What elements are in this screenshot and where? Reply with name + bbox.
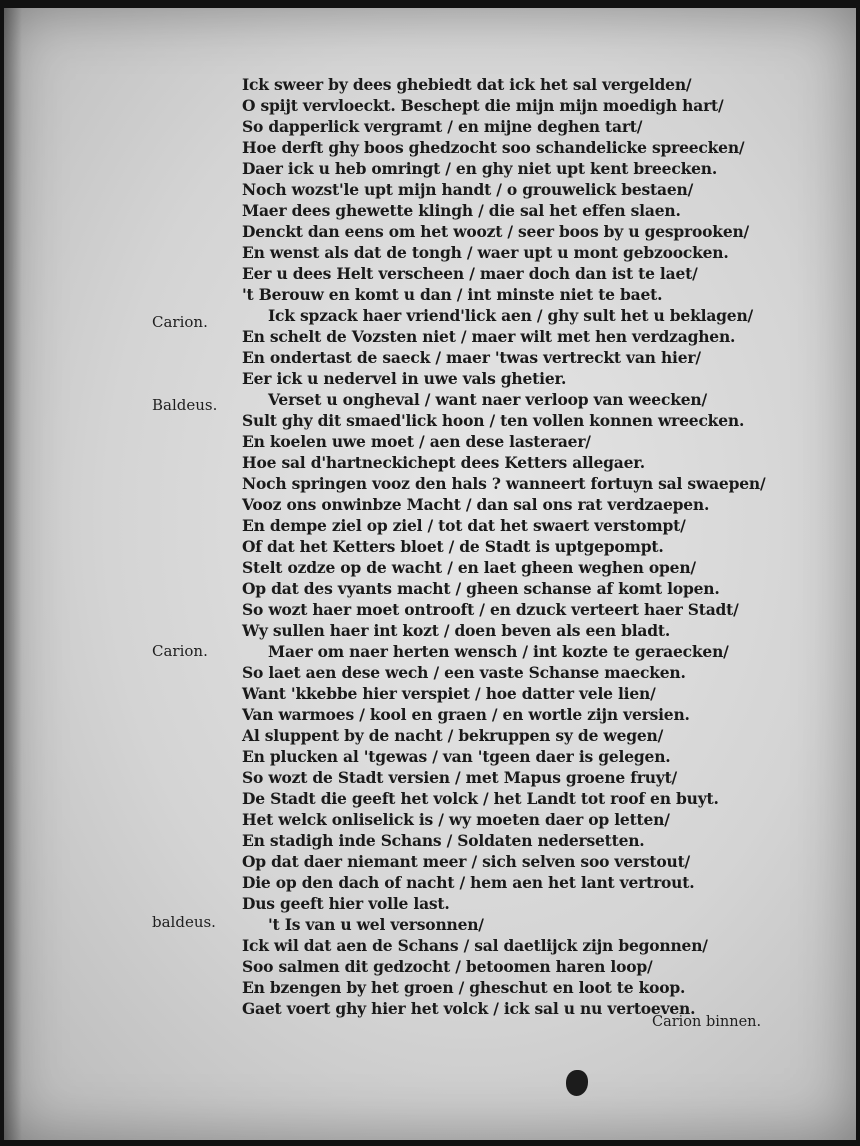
- verse-line: Al sluppent by de nacht / bekruppen sy de wegen/: [242, 726, 664, 745]
- speaker-carion: Carion.: [152, 313, 208, 331]
- verse-line: Eer ick u nedervel in uwe vals ghetier.: [242, 369, 567, 388]
- verse-line: En ondertast de saeck / maer 'twas vertreckt van hier/: [242, 348, 701, 367]
- verse-line: So laet aen dese wech / een vaste Schanse maecken.: [242, 663, 686, 682]
- verse-line: En bzengen by het groen / gheschut en loot te koop.: [242, 978, 686, 997]
- book-page: [4, 8, 856, 1140]
- verse-line: Het welck onliselick is / wy moeten daer op letten/: [242, 810, 670, 829]
- verse-line: Ick wil dat aen de Schans / sal daetlijck zijn begonnen/: [242, 936, 708, 955]
- verse-line: Op dat daer niemant meer / sich selven soo verstout/: [242, 852, 690, 871]
- verse-line: Gaet voert ghy hier het volck / ick sal u nu vertoeven.: [242, 999, 696, 1018]
- verse-line: Dus geeft hier volle last.: [242, 894, 450, 913]
- verse-line: Denckt dan eens om het woozt / seer boos by u gesprooken/: [242, 222, 750, 241]
- verse-line: Of dat het Ketters bloet / de Stadt is uptgepompt.: [242, 537, 664, 556]
- verse-line: En schelt de Vozsten niet / maer wilt met hen verdzaghen.: [242, 327, 736, 346]
- verse-line: Maer dees ghewette klingh / die sal het effen slaen.: [242, 201, 681, 220]
- verse-line: 't Berouw en komt u dan / int minste niet te baet.: [242, 285, 663, 304]
- verse-line: Maer om naer herten wensch / int kozte te geraecken/: [268, 642, 729, 661]
- speaker-carion: Carion.: [152, 642, 208, 660]
- verse-line: En plucken al 'tgewas / van 'tgeen daer is gelegen.: [242, 747, 671, 766]
- verse-line: Verset u ongheval / want naer verloop van weecken/: [268, 390, 707, 409]
- verse-line: Vooz ons onwinbze Macht / dan sal ons rat verdzaepen.: [242, 495, 710, 514]
- verse-line: Op dat des vyants macht / gheen schanse af komt lopen.: [242, 579, 720, 598]
- ink-blot: [566, 1070, 588, 1096]
- stage-direction: Carion binnen.: [652, 1014, 762, 1030]
- verse-line: En wenst als dat de tongh / waer upt u mont gebzoocken.: [242, 243, 729, 262]
- verse-line: Sult ghy dit smaed'lick hoon / ten vollen konnen wreecken.: [242, 411, 745, 430]
- verse-line: Noch wozst'le upt mijn handt / o grouwelick bestaen/: [242, 180, 694, 199]
- verse-line: Noch springen vooz den hals ? wanneert fortuyn sal swaepen/: [242, 474, 766, 493]
- verse-line: Ick sweer by dees ghebiedt dat ick het sal vergelden/: [242, 75, 692, 94]
- verse-line: Ick spzack haer vriend'lick aen / ghy sult het u beklagen/: [268, 306, 753, 325]
- verse-line: Daer ick u heb omringt / en ghy niet upt kent breecken.: [242, 159, 718, 178]
- verse-line: 't Is van u wel versonnen/: [268, 915, 484, 934]
- speaker-baldeus: Baldeus.: [152, 396, 218, 414]
- verse-line: Hoe derft ghy boos ghedzocht soo schandelicke spreecken/: [242, 138, 745, 157]
- verse-line: Hoe sal d'hartneckichept dees Ketters allegaer.: [242, 453, 645, 472]
- verse-line: So wozt haer moet ontrooft / en dzuck verteert haer Stadt/: [242, 600, 739, 619]
- verse-line: Die op den dach of nacht / hem aen het lant vertrout.: [242, 873, 695, 892]
- verse-line: Soo salmen dit gedzocht / betoomen haren loop/: [242, 957, 653, 976]
- verse-line: En dempe ziel op ziel / tot dat het swaert verstompt/: [242, 516, 686, 535]
- verse-line: Stelt ozdze op de wacht / en laet gheen weghen open/: [242, 558, 696, 577]
- verse-line: O spijt vervloeckt. Beschept die mijn mijn moedigh hart/: [242, 96, 724, 115]
- verse-line: So dapperlick vergramt / en mijne deghen tart/: [242, 117, 643, 136]
- verse-line: Van warmoes / kool en graen / en wortle zijn versien.: [242, 705, 690, 724]
- verse-line: En stadigh inde Schans / Soldaten nedersetten.: [242, 831, 645, 850]
- speaker-baldeus: baldeus.: [152, 913, 216, 931]
- verse-line: En koelen uwe moet / aen dese lasteraer/: [242, 432, 591, 451]
- verse-line: Eer u dees Helt verscheen / maer doch dan ist te laet/: [242, 264, 698, 283]
- verse-line: Want 'kkebbe hier verspiet / hoe datter vele lien/: [242, 684, 656, 703]
- verse-line: De Stadt die geeft het volck / het Landt tot roof en buyt.: [242, 789, 719, 808]
- verse-line: Wy sullen haer int kozt / doen beven als een bladt.: [242, 621, 671, 640]
- verse-line: So wozt de Stadt versien / met Mapus groene fruyt/: [242, 768, 677, 787]
